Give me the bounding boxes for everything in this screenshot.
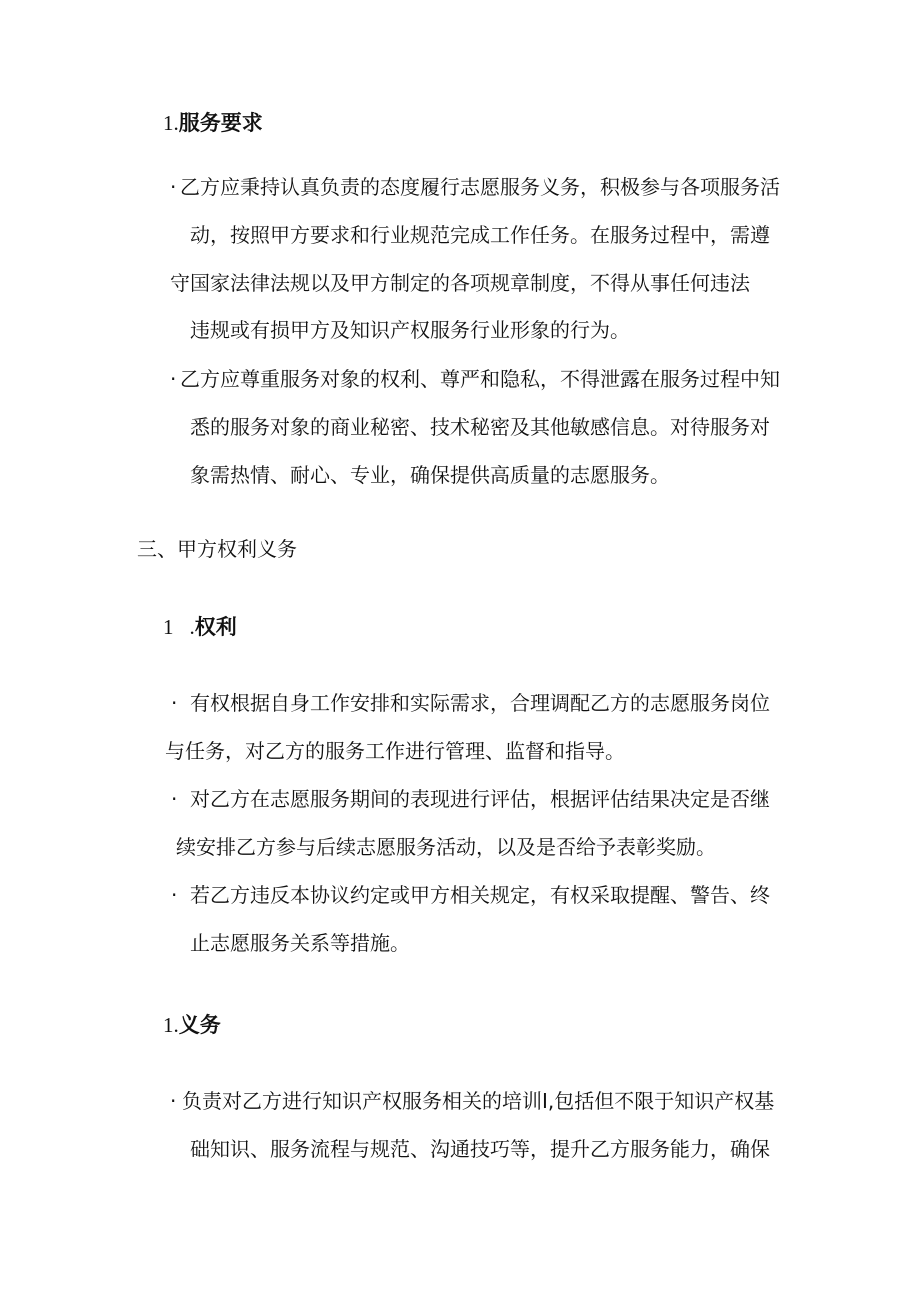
heading-rights [163,612,237,642]
bullet-marker: · [170,367,177,391]
bullet-marker: · [171,883,178,907]
paragraph-line: 乙方应秉持认真负责的态度履行志愿服务义务，积极参与各项服务活 [180,175,780,199]
bullet-marker: · [170,175,177,199]
heading-title: 权利 [194,615,237,639]
heading-title: 义务 [178,1013,221,1037]
heading-service-requirements [163,108,263,138]
paragraph-line: 有权根据自身工作安排和实际需求，合理调配乙方的志愿服务岗位 [190,691,770,715]
paragraph-line: 悉的服务对象的商业秘密、技术秘密及其他敏感信息。对待服务对 [190,415,770,439]
paragraph-line: 象需热情、耐心、专业，确保提供高质量的志愿服务。 [190,463,670,487]
paragraph-line: 对乙方在志愿服务期间的表现进行评估，根据评估结果决定是否继 [190,787,770,811]
section-title: 三、甲方权利义务 [137,537,297,561]
paragraph-line: 若乙方违反本协议约定或甲方相关规定，有权采取提醒、警告、终 [190,883,770,907]
heading-duties [163,1010,221,1040]
heading-dot: . [189,615,195,639]
bullet-marker: · [170,1089,177,1113]
paragraph-line: 守国家法律法规以及甲方制定的各项规章制度，不得从事任何违法 [170,271,750,295]
heading-number: 1. [163,1013,179,1037]
bullet-marker: · [171,691,178,715]
paragraph-line: 础知识、服务流程与规范、沟通技巧等，提升乙方服务能力，确保 [190,1137,770,1161]
paragraph-line: 乙方应尊重服务对象的权利、尊严和隐私，不得泄露在服务过程中知 [180,367,780,391]
heading-title: 服务要求 [178,111,263,135]
heading-number: 1. [163,111,179,135]
paragraph-line: 违规或有损甲方及知识产权服务行业形象的行为。 [190,318,630,342]
heading-number: 1 [163,615,174,639]
paragraph-line: 负责对乙方进行知识产权服务相关的培训I,包括但不限于知识产权基 [182,1089,775,1113]
paragraph-line: 续安排乙方参与后续志愿服务活动，以及是否给予表彰奖励。 [176,835,716,859]
bullet-marker: · [171,787,178,811]
paragraph-line: 止志愿服务关系等措施。 [190,931,410,955]
paragraph-line: 动，按照甲方要求和行业规范完成工作任务。在服务过程中，需遵 [190,223,770,247]
paragraph-line: 与任务，对乙方的服务工作进行管理、监督和指导。 [165,739,625,763]
